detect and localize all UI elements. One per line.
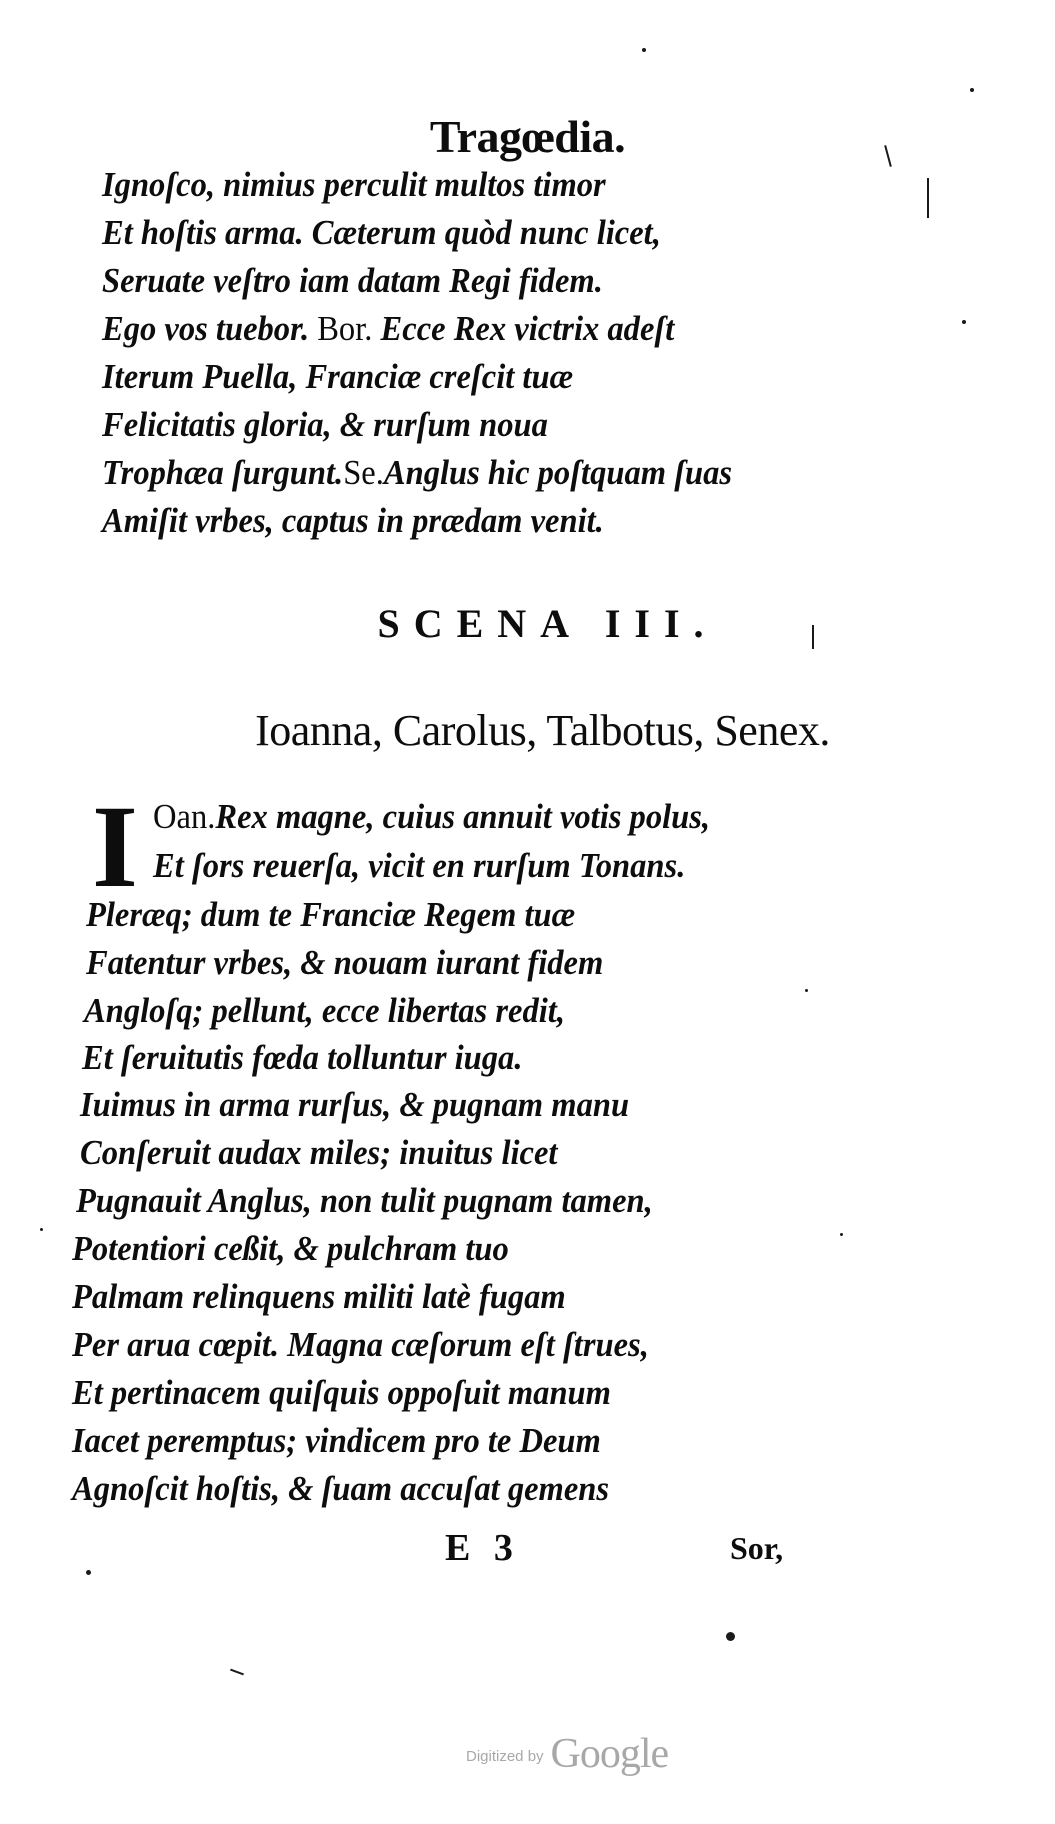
verse-line: Iterum Puella, Franciæ creſcit tuæ: [102, 357, 574, 396]
scan-speck: [805, 989, 808, 992]
verse-line: Conſeruit audax miles; inuitus licet: [80, 1133, 558, 1172]
running-title: Tragœdia.: [429, 111, 626, 162]
character-list: Ioanna, Carolus, Talbotus, Senex.: [255, 706, 830, 755]
drop-cap: I: [92, 781, 138, 912]
verse-line: Seruate veſtro iam datam Regi fidem.: [102, 261, 603, 300]
verse-line: Et hoſtis arma. Cæterum quòd nunc licet,: [102, 213, 661, 252]
digitized-by-google-watermark: [466, 1730, 668, 1778]
scan-speck: [840, 1233, 843, 1236]
speaker-label: Se.: [343, 453, 384, 492]
verse-line: Fatentur vrbes, & nouam iurant fidem: [86, 943, 604, 982]
signature-mark: E 3: [445, 1527, 513, 1569]
verse-text: Anglus hic poſtquam ſuas: [383, 453, 733, 492]
watermark-prefix: Digitized by: [466, 1748, 544, 1765]
verse-line: Ignoſco, nimius perculit multos timor: [102, 165, 606, 204]
verse-text: Ego vos tuebor.: [102, 309, 318, 348]
verse-line: Palmam relinquens militi latè fugam: [72, 1277, 566, 1316]
scan-speck: [86, 1570, 91, 1575]
scan-speck: [40, 1228, 43, 1231]
speaker-label: Oan.: [153, 797, 216, 836]
scan-artifact: [812, 625, 814, 649]
verse-line: Iacet peremptus; vindicem pro te Deum: [72, 1421, 601, 1460]
verse-line: Amiſit vrbes, captus in prædam venit.: [102, 501, 604, 540]
verse-line: Potentiori ceßit, & pulchram tuo: [72, 1229, 509, 1268]
scan-speck: [642, 48, 646, 52]
verse-line: Et ſeruitutis fœda tolluntur iuga.: [82, 1038, 523, 1077]
google-logo: Google: [550, 1731, 669, 1777]
verse-line: Angloſq; pellunt, ecce libertas redit,: [84, 991, 565, 1030]
verse-line: Felicitatis gloria, & rurſum noua: [102, 405, 548, 444]
scan-speck: [962, 320, 966, 324]
verse-line: Per arua cœpit. Magna cæſorum eſt ſtrues,: [72, 1325, 649, 1364]
verse-line: Pugnauit Anglus, non tulit pugnam tamen,: [76, 1181, 653, 1220]
scan-artifact: [230, 1669, 244, 1676]
verse-line: Pleræq; dum te Franciæ Regem tuæ: [86, 895, 576, 934]
catchword: Sor,: [730, 1530, 784, 1566]
scene-heading: SCENA III.: [377, 601, 718, 646]
verse-line: [153, 797, 710, 837]
speaker-label: Bor.: [317, 309, 373, 348]
verse-text: Ecce Rex victrix adeſt: [372, 309, 675, 348]
verse-line: Et ſors reuerſa, vicit en rurſum Tonans.: [153, 846, 686, 885]
verse-line: Et pertinacem quiſquis oppoſuit manum: [72, 1373, 611, 1412]
verse-line: [102, 453, 732, 493]
verse-line: [102, 309, 674, 349]
verse-line: Iuimus in arma rurſus, & pugnam manu: [80, 1085, 630, 1124]
scan-speck: [970, 88, 974, 92]
verse-text: Rex magne, cuius annuit votis polus,: [215, 797, 711, 836]
scan-artifact: [927, 178, 929, 218]
verse-line: Agnoſcit hoſtis, & ſuam accuſat gemens: [72, 1469, 610, 1508]
scan-speck: [726, 1632, 735, 1641]
verse-text: Trophæa ſurgunt.: [102, 453, 344, 492]
